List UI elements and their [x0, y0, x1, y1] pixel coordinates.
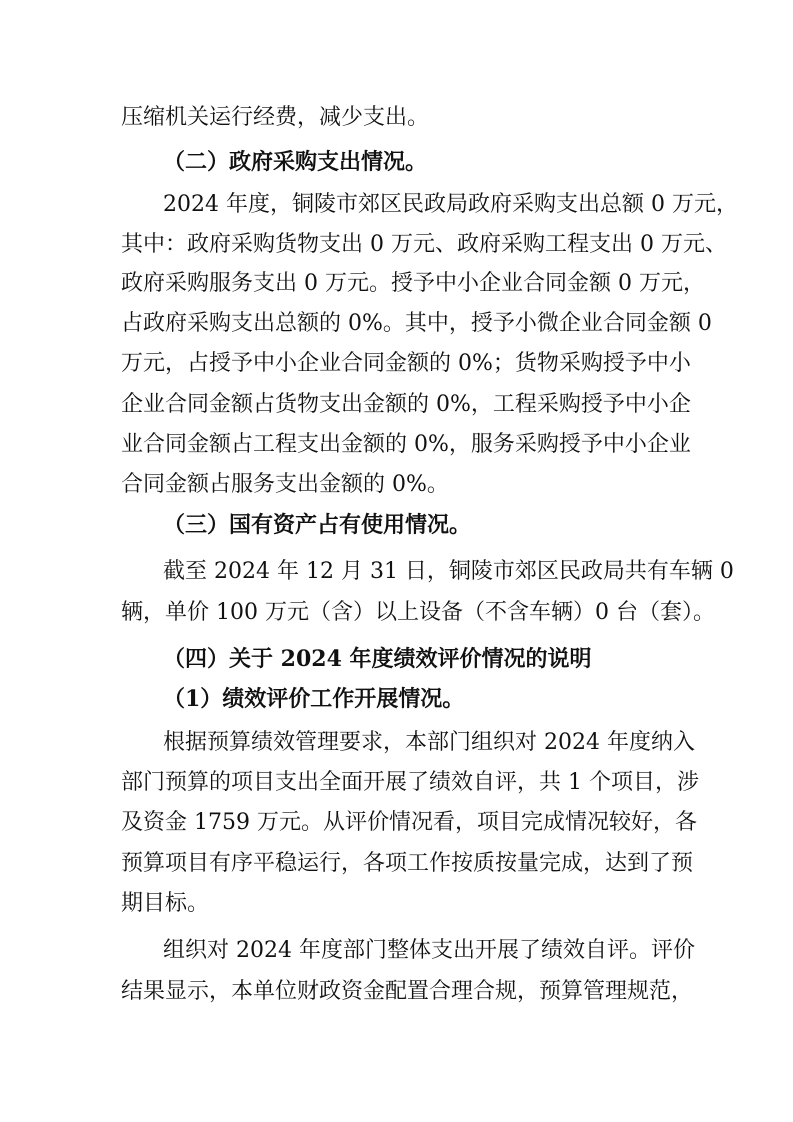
section-heading: （四）关于 2024 年度绩效评价情况的说明 — [163, 646, 592, 672]
paragraph-line: 合同金额占服务支出金额的 0%。 — [121, 472, 449, 497]
paragraph-line: 政府采购服务支出 0 万元。授予中小企业合同金额 0 万元， — [121, 271, 705, 296]
paragraph-line: 占政府采购支出总额的 0%。其中，授予小微企业合同金额 0 — [121, 311, 712, 336]
paragraph-line: 企业合同金额占货物支出金额的 0%，工程采购授予中小企 — [121, 392, 691, 417]
paragraph-line: 根据预算绩效管理要求，本部门组织对 2024 年度纳入 — [163, 730, 695, 755]
paragraph-line: 结果显示，本单位财政资金配置合理合规，预算管理规范， — [121, 979, 694, 1004]
paragraph-line: 辆，单价 100 万元（含）以上设备（不含车辆）0 台（套）。 — [121, 600, 715, 625]
section-heading: （二）政府采购支出情况。 — [163, 149, 428, 175]
paragraph-line: 业合同金额占工程支出金额的 0%，服务采购授予中小企业 — [121, 432, 691, 457]
paragraph-line: 截至 2024 年 12 月 31 日，铜陵市郊区民政局共有车辆 0 — [163, 559, 734, 584]
subsection-heading: （1）绩效评价工作开展情况。 — [163, 686, 465, 712]
paragraph-line: 及资金 1759 万元。从评价情况看，项目完成情况较好，各 — [121, 810, 697, 835]
paragraph-line: 预算项目有序平稳运行，各项工作按质按量完成，达到了预 — [121, 851, 694, 876]
paragraph-line: 2024 年度，铜陵市郊区民政局政府采购支出总额 0 万元， — [163, 192, 738, 217]
paragraph-line: 其中：政府采购货物支出 0 万元、政府采购工程支出 0 万元、 — [121, 232, 727, 257]
paragraph-line: 组织对 2024 年度部门整体支出开展了绩效自评。评价 — [163, 938, 695, 963]
paragraph-line: 万元，占授予中小企业合同金额的 0%；货物采购授予中小 — [121, 351, 691, 376]
paragraph-line: 压缩机关运行经费，减少支出。 — [121, 105, 430, 130]
section-heading: （三）国有资产占有使用情况。 — [163, 512, 472, 538]
paragraph-line: 期目标。 — [121, 891, 210, 916]
paragraph-line: 部门预算的项目支出全面开展了绩效自评，共 1 个项目，涉 — [121, 770, 699, 795]
